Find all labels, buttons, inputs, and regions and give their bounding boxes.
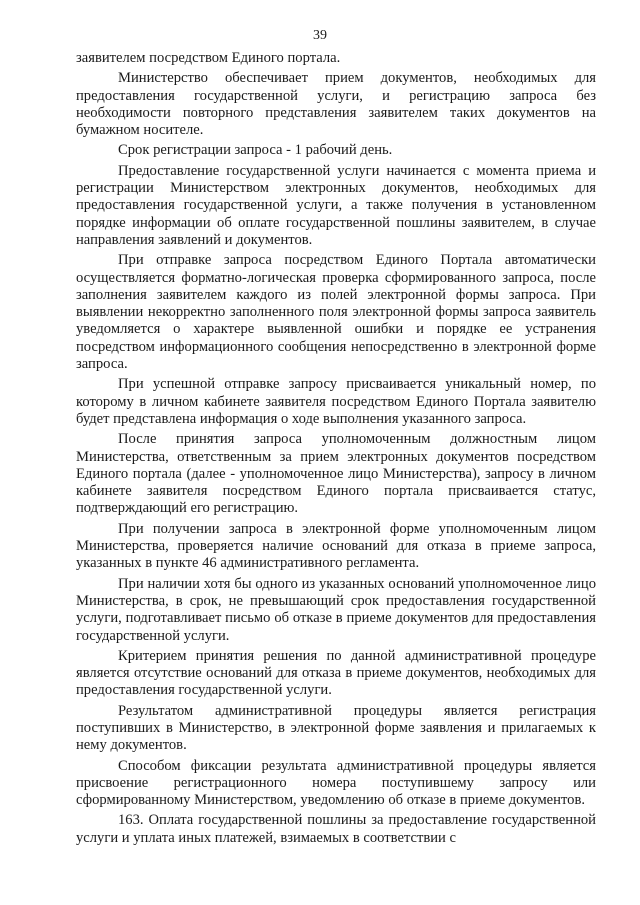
paragraph: 163. Оплата государственной пошлины за предоставление государственной услуги и уплата иных платежей, взимаемых в соответствии с — [76, 812, 596, 846]
paragraph: Способом фиксации результата административной процедуры является присвоение регистрационного номера поступившему запросу или сформированному Министерством, уведомлению об отказе в приеме документов. — [76, 757, 596, 809]
paragraph: При успешной отправке запросу присваивается уникальный номер, по которому в личном кабинете заявителя посредством Единого Портала заявителю будет представлена информация о ходе выполнения указанного запроса. — [76, 376, 596, 427]
paragraph: Срок регистрации запроса - 1 рабочий день. — [118, 142, 393, 159]
paragraph: После принятия запроса уполномоченным должностным лицом Министерства, ответственным за прием электронных документов посредством Единого портала (далее - уполномоченное лицо Министерства), запросу в личном кабинете заявителя посредством Единого портала присваивается статус, подтверждающий его регистрацию. — [76, 431, 596, 517]
paragraph: Министерство обеспечивает прием документов, необходимых для предоставления государственной услуги, и регистрацию запроса без необходимости повторного представления заявителем таких документов на бумажном носителе. — [76, 70, 596, 139]
paragraph: Предоставление государственной услуги начинается с момента приема и регистрации Министерством электронных документов, необходимых для предоставления государственной услуги, а также получения в установленном порядке информации об оплате государственной пошлины заявителем, в случае направления заявлений и документов. — [76, 162, 596, 248]
paragraph: Результатом административной процедуры является регистрация поступивших в Министерство, в электронной форме заявления и прилагаемых к нему документов. — [76, 702, 596, 754]
paragraph: При отправке запроса посредством Единого Портала автоматически осуществляется форматно-логическая проверка сформированного запроса, после заполнения заявителем каждого из полей электронной формы запроса. При выявлении некорректно заполненного поля электронной формы запроса заявитель уведомляется о характере выявленной ошибки и порядке ее устранения посредством информационного сообщения непосредственно в электронной форме запроса. — [76, 252, 596, 373]
paragraph: Критерием принятия решения по данной административной процедуре является отсутствие оснований для отказа в приеме документов, необходимых для предоставления государственной услуги. — [76, 647, 596, 699]
body-text — [76, 50, 596, 850]
paragraph: При получении запроса в электронной форме уполномоченным лицом Министерства, проверяется наличие оснований для отказа в приеме запроса, указанных в пункте 46 административного регламента. — [76, 520, 596, 572]
page-number: 39 — [313, 28, 327, 43]
paragraph: При наличии хотя бы одного из указанных оснований уполномоченное лицо Министерства, в срок, не превышающий срок предоставления государственной услуги, подготавливает письмо об отказе в приеме документов для предоставления государственной услуги. — [76, 575, 596, 644]
paragraph: заявителем посредством Единого портала. — [76, 50, 341, 66]
